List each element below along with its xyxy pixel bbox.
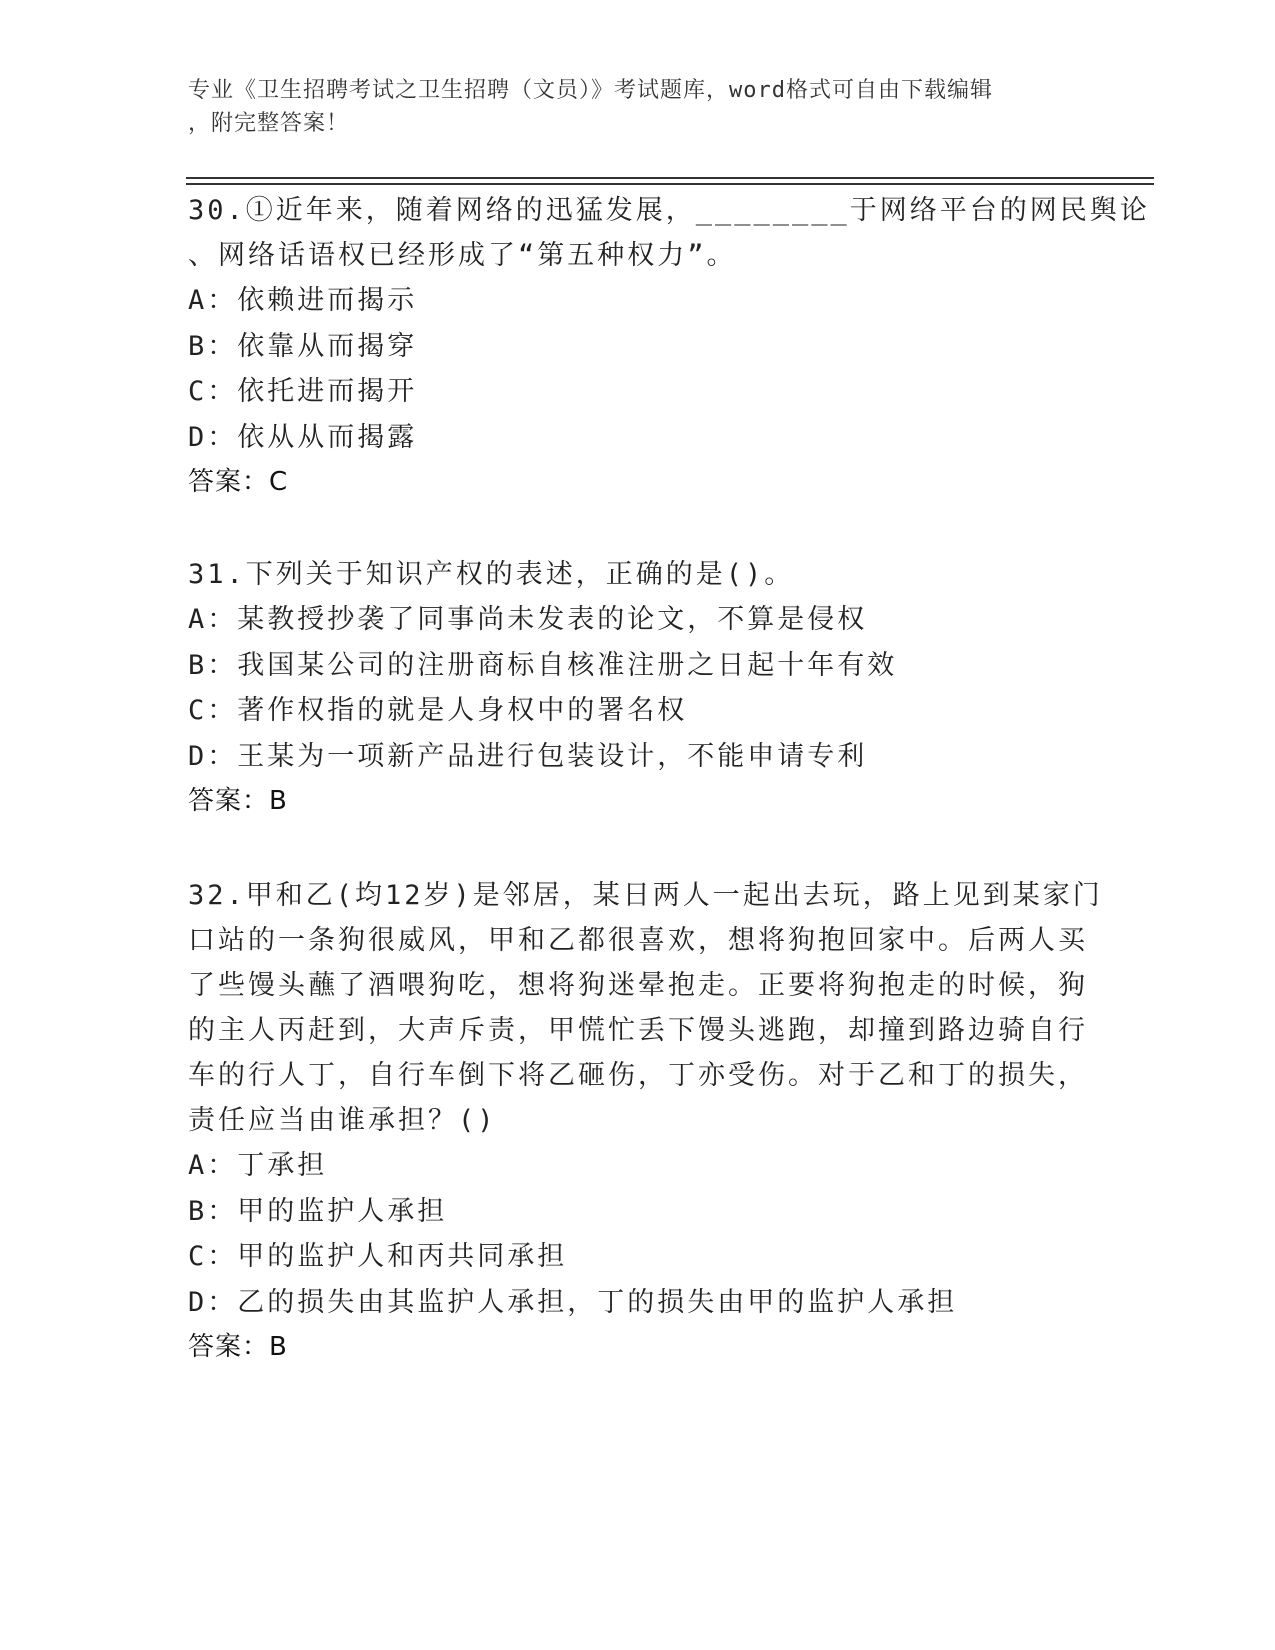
answer-label: 答案：B	[188, 786, 288, 816]
option-b: B：我国某公司的注册商标自核准注册之日起十年有效	[188, 649, 898, 681]
question-stem-line: 了些馒头蘸了酒喂狗吃，想将狗迷晕抱走。正要将狗抱走的时候，狗	[188, 970, 1088, 1001]
header-line-1: 专业《卫生招聘考试之卫生招聘（文员）》考试题库，word格式可自由下载编辑	[188, 78, 993, 103]
option-d: D：乙的损失由其监护人承担，丁的损失由甲的监护人承担	[188, 1286, 958, 1318]
answer-label: 答案：B	[188, 1332, 288, 1362]
option-a: A：某教授抄袭了同事尚未发表的论文，不算是侵权	[188, 604, 868, 635]
option-d: D：依从从而揭露	[188, 421, 418, 453]
option-c: C：甲的监护人和丙共同承担	[188, 1241, 568, 1272]
question-stem-line: 30.①近年来，随着网络的迅猛发展，________于网络平台的网民舆论	[188, 195, 1150, 226]
option-c: C：依托进而揭开	[188, 376, 418, 407]
option-a: A：依赖进而揭示	[188, 285, 418, 316]
question-31	[188, 552, 1068, 824]
question-stem-line: 责任应当由谁承担？()	[188, 1105, 497, 1136]
question-stem-line: 的主人丙赶到，大声斥责，甲慌忙丢下馒头逃跑，却撞到路边骑自行	[188, 1015, 1088, 1046]
question-stem-line: 口站的一条狗很威风，甲和乙都很喜欢，想将狗抱回家中。后两人买	[188, 925, 1088, 956]
option-d: D：王某为一项新产品进行包装设计，不能申请专利	[188, 740, 868, 772]
option-c: C：著作权指的就是人身权中的署名权	[188, 695, 688, 726]
question-stem-line: 车的行人丁，自行车倒下将乙砸伤，丁亦受伤。对于乙和丁的损失，	[188, 1060, 1088, 1091]
option-b: B：依靠从而揭穿	[188, 330, 418, 362]
option-a: A：丁承担	[188, 1150, 328, 1181]
header-divider-top	[186, 177, 1154, 179]
option-b: B：甲的监护人承担	[188, 1195, 448, 1227]
header-divider-bottom	[186, 183, 1154, 185]
question-stem-line: 、网络话语权已经形成了“第五种权力”。	[188, 240, 737, 271]
question-stem-line: 31.下列关于知识产权的表述，正确的是()。	[188, 559, 795, 590]
question-32	[188, 873, 1103, 1370]
question-30	[188, 188, 1150, 505]
header-line-2: ，附完整答案！	[188, 111, 350, 136]
document-header	[188, 74, 1068, 140]
question-stem-line: 32.甲和乙(均12岁)是邻居，某日两人一起出去玩，路上见到某家门	[188, 880, 1103, 911]
answer-label: 答案：C	[188, 467, 289, 497]
